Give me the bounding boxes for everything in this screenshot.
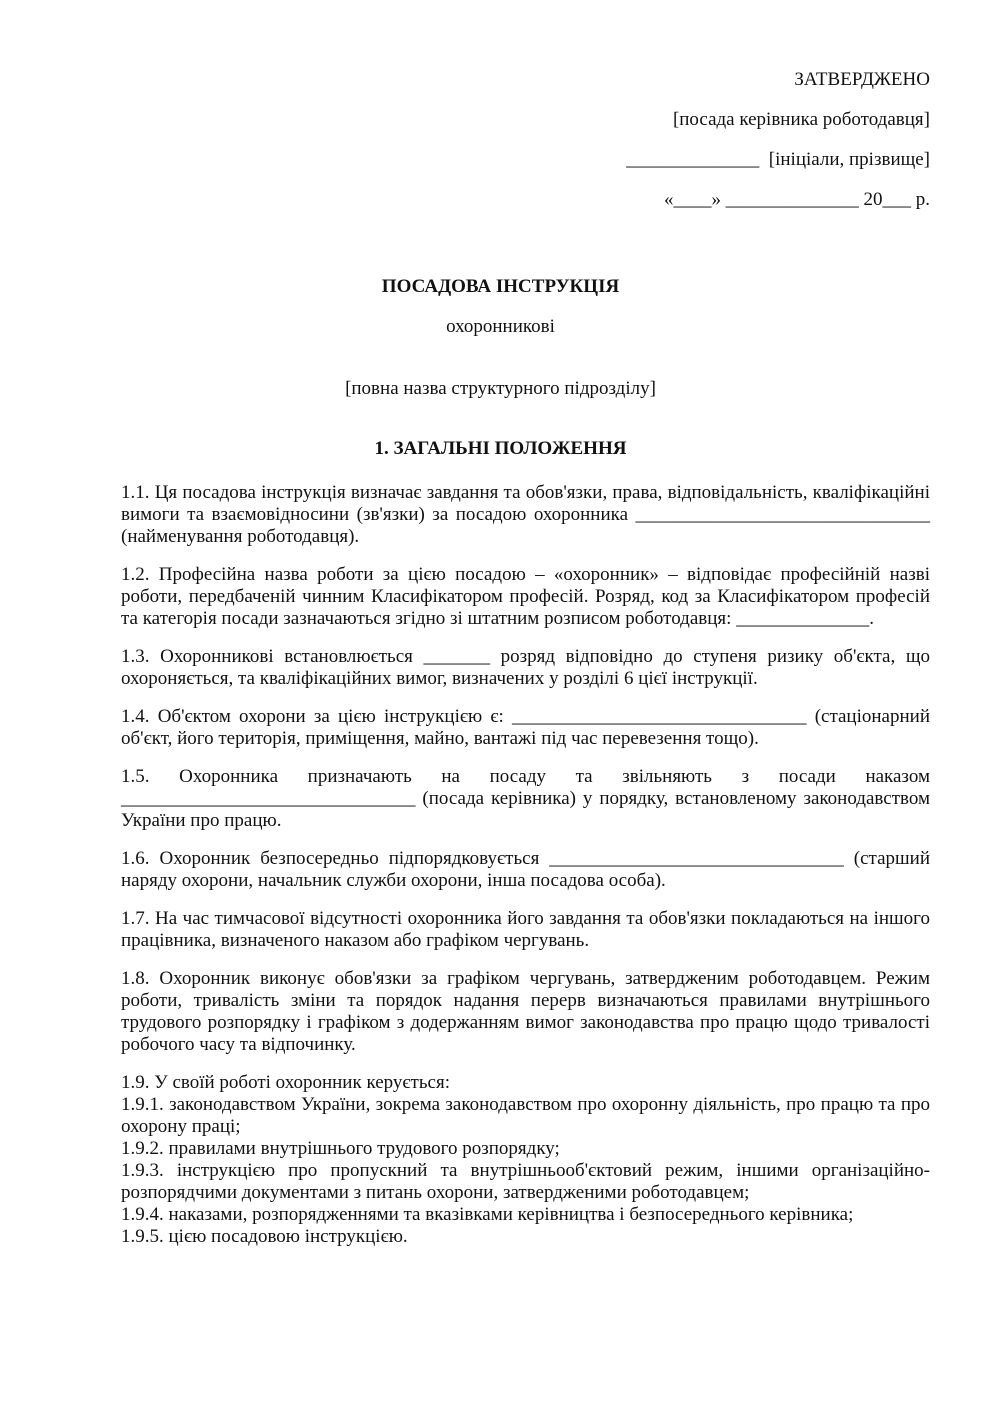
- paragraph-1-8: 1.8. Охоронник виконує обов'язки за графіком чергувань, затвердженим роботодавцем. Режим роботи, тривалість зміни та порядок надання перерв визначаються правилами внутрішнього трудового розпорядку і графіком з додержанням вимог законодавства про працю щодо тривалості робочого часу та відпочинку.: [121, 968, 930, 1055]
- approval-block: [626, 69, 930, 229]
- guidance-list-intro: 1.9. У своїй роботі охоронник керується:: [121, 1072, 450, 1093]
- guidance-list: [121, 1072, 930, 1248]
- list-item: 1.9.5. цією посадовою інструкцією.: [121, 1226, 408, 1247]
- paragraph-1-3: 1.3. Охоронникові встановлюється _______ розряд відповідно до ступеня ризику об'єкта, що охороняється, та кваліфікаційних вимог, визначених у розділі 6 цієї інструкції.: [121, 646, 930, 689]
- paragraph-1-2: 1.2. Професійна назва роботи за цією посадою – «охоронник» – відповідає професійній назві роботи, передбаченій чинним Класифікатором професій. Розряд, код за Класифікатором професій та категорія посади зазначаються згідно зі штатним розписом роботодавця: ______________.: [121, 564, 930, 629]
- approver-position: [посада керівника роботодавця]: [672, 109, 930, 130]
- paragraph-1-6: 1.6. Охоронник безпосередньо підпорядковується _______________________________ (старший наряду охорони, начальник служби охорони, інша посадова особа).: [121, 848, 930, 891]
- paragraph-1-7: 1.7. На час тимчасової відсутності охоронника його завдання та обов'язки покладаються на іншого працівника, визначеного наказом або графіком чергувань.: [121, 908, 930, 951]
- document-subtitle: охоронникові: [446, 316, 555, 337]
- list-item: 1.9.4. наказами, розпорядженнями та вказівками керівництва і безпосереднього керівника;: [121, 1204, 854, 1225]
- document-body: [121, 482, 930, 1248]
- list-item: 1.9.2. правилами внутрішнього трудового розпорядку;: [121, 1138, 560, 1159]
- approval-date: «____» ______________ 20___ р.: [664, 189, 930, 210]
- approver-initials: ______________ [ініціали, прізвище]: [626, 149, 930, 170]
- paragraph-1-1: 1.1. Ця посадова інструкція визначає завдання та обов'язки, права, відповідальність, кваліфікаційні вимоги та взаємовідносини (зв'язки) за посадою охоронника _______________________________ (найменування роботодавця).: [121, 482, 930, 547]
- section-title: 1. ЗАГАЛЬНІ ПОЛОЖЕННЯ: [374, 438, 627, 459]
- list-item: 1.9.3. інструкцією про пропускний та внутрішньооб'єктовий режим, іншими організаційно-розпорядчими документами з питань охорони, затвердженими роботодавцем;: [121, 1160, 930, 1203]
- document-title: ПОСАДОВА ІНСТРУКЦІЯ: [381, 276, 620, 297]
- title-block: [0, 276, 1001, 460]
- paragraph-1-5: 1.5. Охоронника призначають на посаду та звільняють з посади наказом _______________________________ (посада керівника) у порядку, встановленому законодавством України про працю.: [121, 766, 930, 831]
- paragraph-1-4: 1.4. Об'єктом охорони за цією інструкцією є: _______________________________ (стаціонарний об'єкт, його територія, приміщення, майно, вантажі під час перевезення тощо).: [121, 706, 930, 749]
- list-item: 1.9.1. законодавством України, зокрема законодавством про охоронну діяльність, про працю та про охорону праці;: [121, 1094, 930, 1137]
- structural-unit-name: [повна назва структурного підрозділу]: [345, 378, 656, 399]
- approved-stamp-text: ЗАТВЕРДЖЕНО: [794, 69, 930, 90]
